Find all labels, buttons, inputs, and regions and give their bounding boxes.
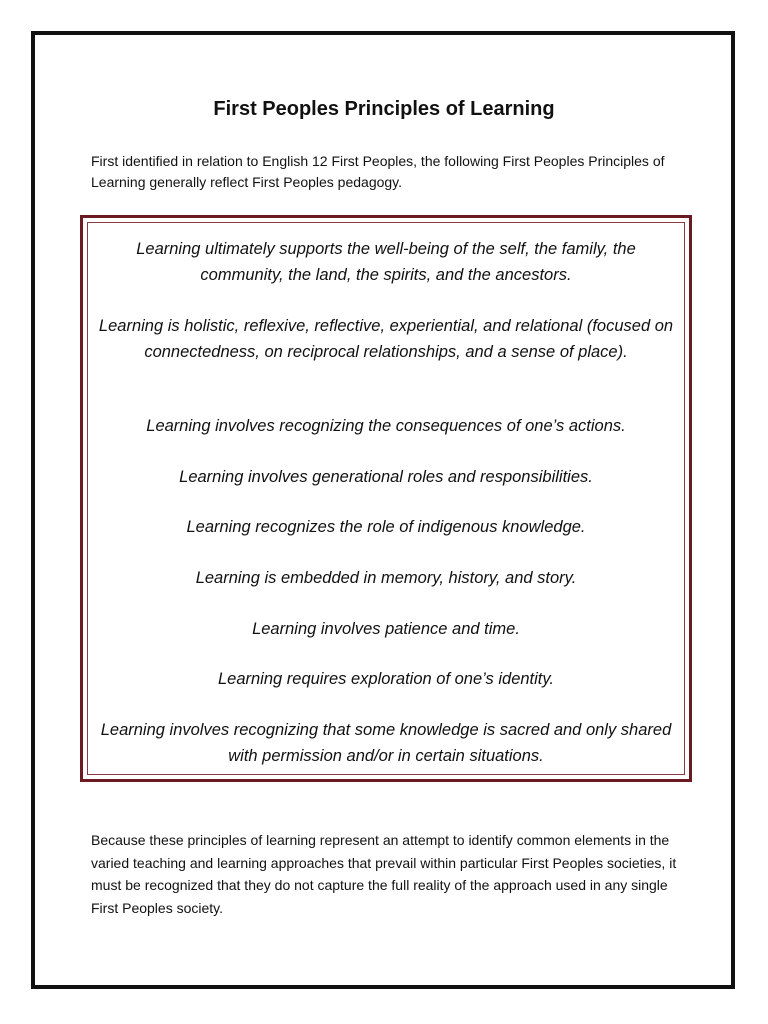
principles-box-inner-border (87, 222, 685, 775)
principle-item: Learning ultimately supports the well-being of the self, the family, the community, the land, the spirits, and the ancestors. (136, 240, 636, 284)
page-title: First Peoples Principles of Learning (213, 98, 555, 120)
intro-paragraph: First identified in relation to English 12 First Peoples, the following First Peoples Principles of Learning generally reflect First Peoples pedagogy. (91, 153, 665, 190)
principle-item: Learning requires exploration of one’s identity. (217, 670, 555, 688)
principle-item: Learning involves generational roles and responsibilities. (179, 468, 593, 486)
principle-item: Learning recognizes the role of indigenous knowledge. (186, 518, 586, 536)
principle-item: Learning is holistic, reflexive, reflective, experiential, and relational (focused on connectedness, on reciprocal relationships, and a sense of place). (98, 317, 674, 361)
principle-item: Learning involves recognizing the consequences of one’s actions. (146, 417, 626, 435)
principle-item: Learning involves patience and time. (252, 620, 520, 638)
principle-item: Learning is embedded in memory, history, and story. (195, 569, 577, 587)
closing-paragraph: Because these principles of learning represent an attempt to identify common elements in the varied teaching and learning approaches that prevail within particular First Peoples societies, it must be recognized that they do not capture the full reality of the approach used in any single First Peoples society. (91, 832, 677, 916)
principles-box (80, 215, 692, 782)
principle-item: Learning involves recognizing that some knowledge is sacred and only shared with permission and/or in certain situations. (100, 721, 672, 765)
